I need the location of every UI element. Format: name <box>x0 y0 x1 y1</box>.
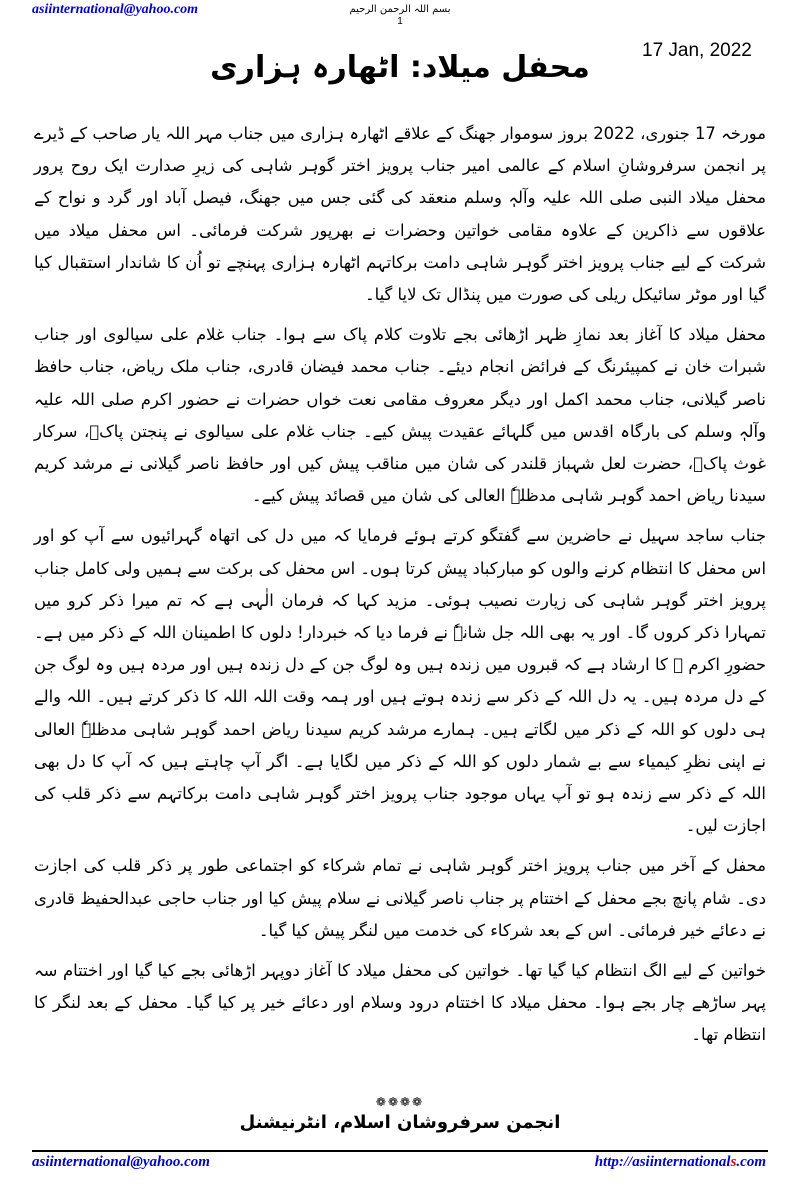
organization-name: انجمن سرفروشان اسلام، انٹرنیشنل <box>239 1112 561 1133</box>
footer-divider <box>32 1150 768 1152</box>
header-email[interactable]: asiinternational@yahoo.com <box>32 2 199 17</box>
url-highlight: s <box>730 1154 737 1170</box>
paragraph-2: محفل میلاد کا آغاز بعد نمازِ ظہر اڑھائی بجے تلاوت کلام پاک سے ہوا۔ جناب غلام علی سیالوی اور جناب شبرات خان نے کمپیئرنگ کے فرائض انجام دیئے۔ جناب محمد فیضان قادری، جناب ملک ریاض، جناب حافظ ناصر گیلانی، جناب محمد اکمل اور دیگر معروف مقامی نعت خواں حضرات نے حضور اکرم صلی اللہ علیہ وآلہٖ وسلم کی بارگاہ اقدس میں گلہائے عقیدت پیش کیے۔ جناب غلام علی سیالوی نے پنجتن پاکؑ، سرکار غوث پاکؓ، حضرت لعل شہباز قلندر کی شان میں مناقب پیش کیں اور حافظ ناصر گیلانی نے مرشد کریم سیدنا ریاض احمد گوہر شاہی مدظلہٗ العالی کی شان میں قصائد پیش کیے۔ <box>34 325 766 506</box>
url-suffix: .com <box>736 1154 766 1170</box>
article-body <box>34 118 766 1060</box>
page-title: محفل میلاد: اٹھارہ ہزاری <box>210 50 590 85</box>
paragraph-1: مورخہ 17 جنوری، 2022 بروز سوموار جھنگ کے علاقے اٹھارہ ہزاری میں جناب مہر اللہ یار صاحب کے ڈیرے پر انجمن سرفروشانِ اسلام کے عالمی امیر جناب پرویز اختر گوہر شاہی کی زیرِ صدارت ایک روح پرور محفل میلاد النبی صلی اللہ علیہ وآلہٖ وسلم منعقد کی گئی جس میں جھنگ، فیصل آباد اور گرد و نواح کے علاقوں سے ذاکرین کے علاوہ مقامی خواتین وحضرات نے بھرپور شرکت فرمائی۔ اس محفل میلاد میں شرکت کے لیے جناب پرویز اختر گوہر شاہی دامت برکاتہم اٹھارہ ہزاری پہنچے تو اُن کا شاندار استقبال کیا گیا اور موٹر سائیکل ریلی کی صورت میں پنڈال تک لایا گیا۔ <box>34 124 767 305</box>
article-date: 17 Jan, 2022 <box>642 40 752 61</box>
paragraph-3: جناب ساجد سہیل نے حاضرین سے گفتگو کرتے ہوئے فرمایا کہ میں دل کی اتھاہ گہرائیوں سے آپ کو اور اس محفل کا انتظام کرنے والوں کو مبارکباد پیش کرتا ہوں۔ اس محفل کی برکت سے ہمیں ولی کامل جناب پرویز اختر گوہر شاہی کی زیارت نصیب ہوئی۔ مزید کہا کہ فرمان الٰہی ہے کہ تم میرا ذکر کرو میں تمہارا ذکر کروں گا۔ اور یہ بھی اللہ جل شانہٗ نے فرما دیا کہ خبردار! دلوں کا اطمینان اللہ کے ذکر میں ہے۔ حضورِ اکرم ﷺ کا ارشاد ہے کہ قبروں میں زندہ ہیں وہ لوگ جن کے دل زندہ ہیں اور مردہ ہیں وہ لوگ جن کے دل مردہ ہیں۔ یہ دل اللہ کے ذکر سے زندہ ہوتے ہیں اور ہمہ وقت اللہ اللہ کا ذکر کرتے ہیں۔ اللہ والے ہی دلوں کو اللہ کے ذکر میں لگاتے ہیں۔ ہمارے مرشد کریم سیدنا ریاض احمد گوہر شاہی مدظلہٗ العالی نے اپنی نظرِ کیمیاء سے بے شمار دلوں کو اللہ کے ذکر میں لگایا ہے۔ اگر آپ چاہتے ہیں کہ آپ کا دل بھی اللہ کے ذکر سے زندہ ہو تو آپ یہاں موجود جناب پرویز اختر گوہر شاہی دامت برکاتہم سے ذکر قلب کی اجازت لیں۔ <box>33 526 766 836</box>
bismillah: بسم اللہ الرحمن الرحیم <box>349 4 451 15</box>
footer-email[interactable]: asiinternational@yahoo.com <box>32 1154 210 1170</box>
paragraph-4: محفل کے آخر میں جناب پرویز اختر گوہر شاہی نے تمام شرکاء کو اجتماعی طور پر ذکر قلب کی اجازت دی۔ شام پانچ بجے محفل کے اختتام پر جناب ناصر گیلانی نے سلام پیش کیا اور جناب حاجی عبدالحفیظ قادری نے دعائے خیر فرمائی۔ اس کے بعد شرکاء کی خدمت میں لنگر پیش کیا گیا۔ <box>34 856 766 940</box>
url-prefix: http://asiinternational <box>594 1154 731 1170</box>
page-number: 1 <box>397 16 403 27</box>
website-link[interactable] <box>595 1154 766 1171</box>
flower-ornament-icon: ❁❁❁❁ <box>375 1095 425 1109</box>
paragraph-5: خواتین کے لیے الگ انتظام کیا گیا تھا۔ خواتین کی محفل میلاد کا آغاز دوپہر اڑھائی بجے کیا گیا اور اختتام سہ پہر ساڑھے چار بجے ہوا۔ محفل میلاد کا اختتام درود وسلام اور دعائے خیر پر کیا گیا۔ محفل کے بعد لنگر کا انتظام تھا۔ <box>34 961 766 1045</box>
